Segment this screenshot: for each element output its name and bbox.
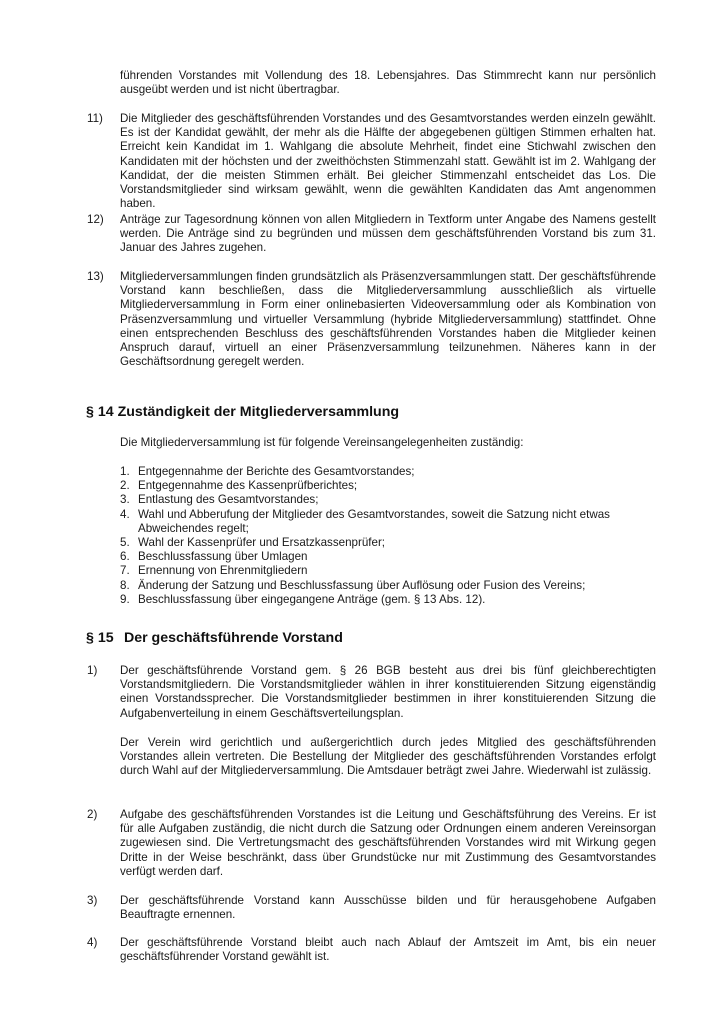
paragraph-15-2: Aufgabe des geschäftsführenden Vorstandes ist die Leitung und Geschäftsführung des Vereins. Er ist für alle Aufgaben zuständig, die nicht durch die Satzung oder Ordnungen einem anderen Vereinsorgan zugewiesen sind. Die Vertretungsmacht des geschäftsführenden Vorstandes wird mit Wirkung gegen Dritte in der Weise beschränkt, dass über Grundstücke nur mit Zustimmung des Gesamtvorstandes verfügt werden darf. bbox=[120, 808, 656, 878]
paragraph-item-13: Mitgliederversammlungen finden grundsätzlich als Präsenzversammlungen statt. Der geschäftsführende Vorstand kann beschließen, dass die Mitgliederversammlung ausschließlich als virtuelle Mitgliederversammlung in Form einer onlinebasierten Videoversammlung oder als Kombination von Präsenzversammlung und virtueller Versammlung (hybride Mitgliederversammlung) stattfindet. Ohne einen entsprechenden Beschluss des geschäftsführenden Vorstandes haben die Mitglieder keinen Anspruch darauf, virtuell an einer Präsenzversammlung teilzunehmen. Näheres kann in der Geschäftsordnung geregelt werden. bbox=[120, 270, 656, 369]
section-14-intro: Die Mitgliederversammlung ist für folgende Vereinsangelegenheiten zuständig: bbox=[120, 436, 524, 449]
item-number: 4) bbox=[87, 936, 98, 949]
section-14-list bbox=[120, 465, 656, 607]
paragraph-item-12: Anträge zur Tagesordnung können von allen Mitgliedern in Textform unter Angabe des Namens gestellt werden. Die Anträge sind zu begründen und müssen dem geschäftsführenden Vorstand bis zum 31. Januar des Jahres zugehen. bbox=[120, 213, 656, 255]
item-number: 11) bbox=[87, 112, 103, 125]
paragraph-item-11: Die Mitglieder des geschäftsführenden Vorstandes und des Gesamtvorstandes werden einzeln gewählt. Es ist der Kandidat gewählt, der mehr als die Hälfte der abgegebenen gültigen Stimmen erhalten hat. Erreicht kein Kandidat im 1. Wahlgang die absolute Mehrheit, findet eine Stichwahl zwischen den Kandidaten mit der höchsten und der zweithöchsten Stimmenzahl statt. Gewählt ist im 2. Wahlgang der Kandidat, der die meisten Stimmen erhält. Bei gleicher Stimmenzahl entscheidet das Los. Die Vorstandsmitglieder sind wirksam gewählt, wenn die gewählten Kandidaten das Amt angenommen haben. bbox=[120, 112, 656, 211]
list-item: 7. Ernennung von Ehrenmitgliedern bbox=[120, 564, 308, 578]
item-number: 12) bbox=[87, 213, 104, 226]
list-item: 6. Beschlussfassung über Umlagen bbox=[120, 550, 308, 564]
list-item: 3. Entlastung des Gesamtvorstandes; bbox=[120, 493, 319, 507]
section-number: § 15 bbox=[86, 630, 114, 646]
paragraph-15-3: Der geschäftsführende Vorstand kann Ausschüsse bilden und für herausgehobene Aufgaben Beauftragte ernennen. bbox=[120, 894, 656, 922]
list-item: 2. Entgegennahme des Kassenprüfberichtes; bbox=[120, 479, 358, 493]
list-item: 9. Beschlussfassung über eingegangene Anträge (gem. § 13 Abs. 12). bbox=[120, 592, 486, 606]
item-number: 13) bbox=[87, 270, 104, 283]
section-heading-14 bbox=[86, 404, 399, 421]
section-heading-15 bbox=[86, 630, 343, 647]
list-item: 8. Änderung der Satzung und Beschlussfassung über Auflösung oder Fusion des Vereins; bbox=[120, 578, 586, 592]
list-item: 4. Wahl und Abberufung der Mitglieder des Gesamtvorstandes, soweit die Satzung nicht etwas Abweichendes regelt; bbox=[120, 507, 610, 535]
paragraph-15-1b: Der Verein wird gerichtlich und außergerichtlich durch jedes Mitglied des geschäftsführenden Vorstandes allein vertreten. Die Bestellung der Mitglieder des geschäftsführenden Vorstandes erfolgt durch Wahl auf der Mitgliederversammlung. Die Amtsdauer beträgt zwei Jahre. Wiederwahl ist zulässig. bbox=[120, 736, 656, 778]
section-title: Der geschäftsführende Vorstand bbox=[123, 630, 343, 646]
item-number: 1) bbox=[87, 664, 98, 677]
item-number: 2) bbox=[87, 808, 98, 821]
paragraph-15-1: Der geschäftsführende Vorstand gem. § 26 BGB besteht aus drei bis fünf gleichberechtigten Vorstandsmitgliedern. Die Vorstandsmitglieder wählen in ihrer konstituierenden Sitzung eigenständig einen Vorstandssprecher. Die Vorstandsmitglieder bestimmen in ihrer konstituierenden Sitzung die Aufgabenverteilung in einem Geschäftsverteilungsplan. bbox=[120, 664, 656, 720]
paragraph-15-4: Der geschäftsführende Vorstand bleibt auch nach Ablauf der Amtszeit im Amt, bis ein neuer geschäftsführender Vorstand gewählt ist. bbox=[120, 936, 656, 964]
item-number: 3) bbox=[87, 894, 98, 907]
paragraph-continuation: führenden Vorstandes mit Vollendung des 18. Lebensjahres. Das Stimmrecht kann nur persönlich ausgeübt werden und ist nicht übertragbar. bbox=[120, 69, 656, 97]
list-item: 1. Entgegennahme der Berichte des Gesamtvorstandes; bbox=[120, 465, 415, 478]
section-title: Zuständigkeit der Mitgliederversammlung bbox=[117, 404, 400, 420]
list-item: 5. Wahl der Kassenprüfer und Ersatzkassenprüfer; bbox=[120, 536, 386, 550]
section-number: § 14 bbox=[86, 404, 114, 420]
